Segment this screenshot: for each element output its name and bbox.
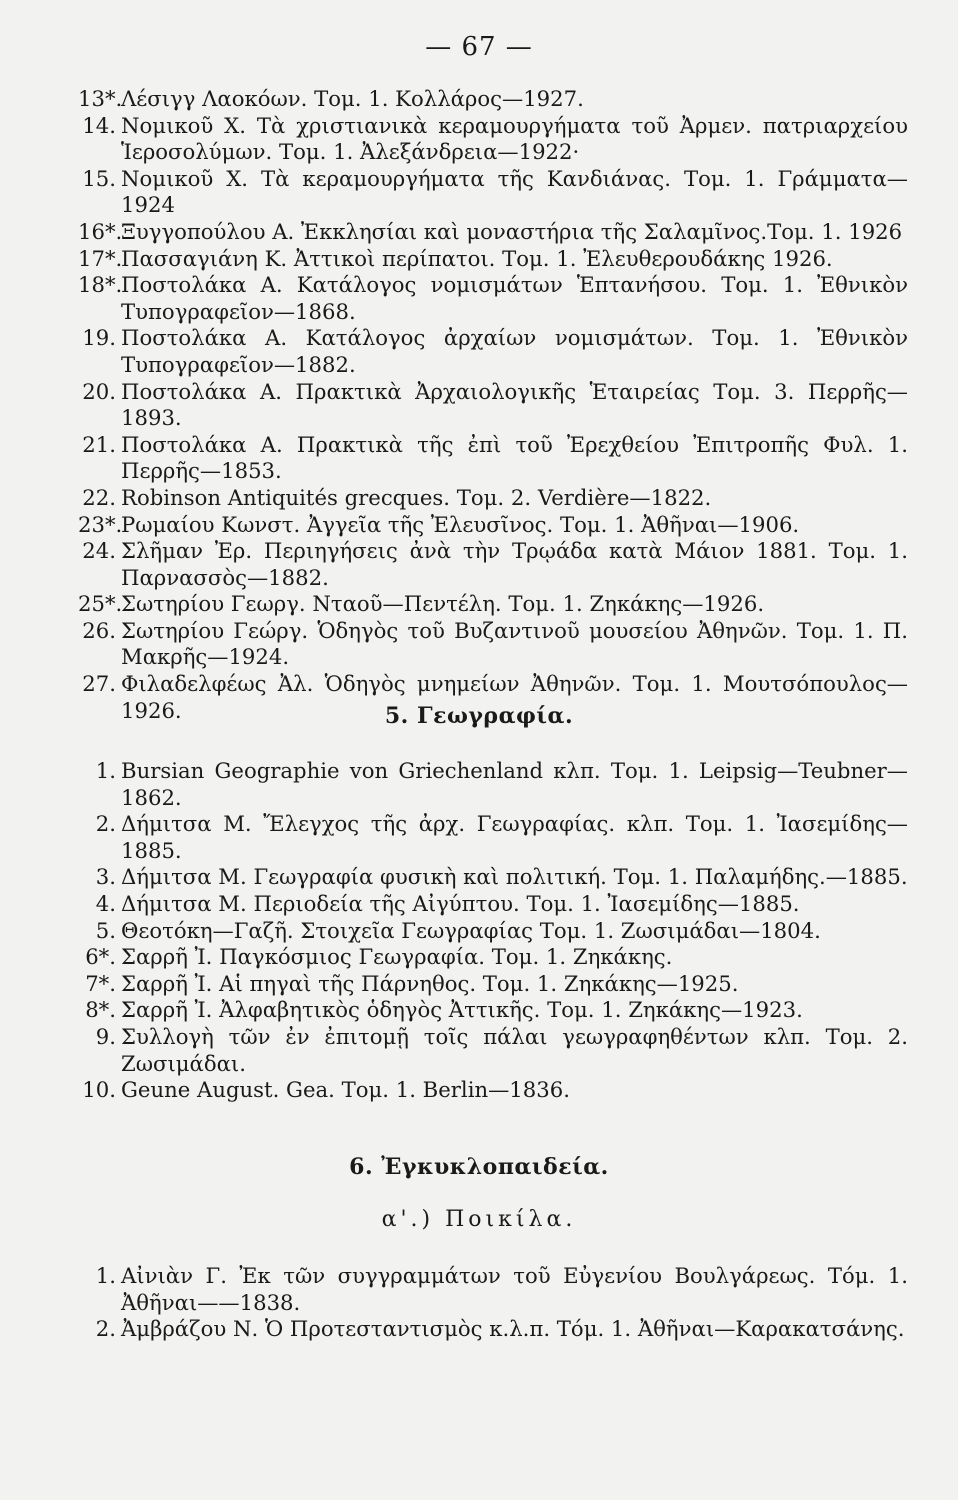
entry-number: 1.: [95, 1263, 116, 1288]
list-item: [78, 166, 908, 219]
entry-number: 17*.: [78, 245, 123, 271]
entry-number: 19.: [82, 325, 116, 351]
entry-number: 26.: [82, 617, 116, 643]
entry-number: 2.: [95, 1316, 116, 1342]
list-item: [78, 1316, 908, 1343]
list-item: [78, 246, 908, 273]
entry-text: Φιλαδελφέως Ἀλ. Ὁδηγὸς μνημείων Ἀθηνῶν. Τομ. 1. Μουτσόπουλος—1926.: [121, 671, 908, 723]
entry-number: 16*.: [78, 218, 123, 244]
list-item: [78, 512, 908, 539]
list-item: [78, 432, 908, 485]
entry-text: Δήμιτσα Μ. Ἔλεγχος τῆς ἀρχ. Γεωγραφίας. κλπ. Τομ. 1. Ἰασεμίδης—1885.: [121, 811, 908, 863]
entry-number: 22.: [82, 484, 116, 510]
list-item: [78, 944, 908, 971]
entry-number: 3.: [95, 864, 116, 890]
list-item: [78, 891, 908, 918]
entry-number: 7*.: [85, 970, 116, 996]
list-item: [78, 864, 908, 891]
entry-text: Νομικοῦ Χ. Τὰ χριστιανικὰ κεραμουργήματα τοῦ Ἀρμεν. πατριαρχείου Ἱεροσολύμων. Τομ. 1. Ἀλεξάνδρεια—1922·: [121, 112, 908, 165]
list-item: [78, 379, 908, 432]
entry-number: 27.: [82, 671, 116, 697]
entry-text: Ἀμβράζου Ν. Ὁ Προτεσταντισμὸς κ.λ.π. Τόμ. 1. Ἀθῆναι—Καρακατσάνης.: [121, 1316, 905, 1342]
entry-number: 25*.: [78, 591, 123, 617]
entry-number: 14.: [82, 112, 116, 138]
entry-text: Σαρρῆ Ἰ. Αἱ πηγαὶ τῆς Πάρνηθος. Τομ. 1. Ζηκάκης—1925.: [121, 970, 739, 996]
entry-number: 21.: [82, 431, 116, 457]
entry-number: 10.: [82, 1077, 116, 1103]
entry-text: Σαρρῆ Ἰ. Παγκόσμιος Γεωγραφία. Τομ. 1. Ζηκάκης.: [121, 944, 673, 970]
page-number: — 67 —: [425, 32, 533, 62]
entry-text: Bursian Geographie von Griechenland κλπ. Τομ. 1. Leipsig—Teubner—1862.: [121, 758, 908, 810]
list-item: [78, 1024, 908, 1077]
entry-number: 13*.: [78, 86, 123, 111]
entry-text: Δήμιτσα Μ. Γεωγραφία φυσικὴ καὶ πολιτική. Τομ. 1. Παλαμήδης.—1885.: [121, 864, 908, 890]
list-item: [78, 325, 908, 378]
entry-number: 9.: [95, 1023, 116, 1049]
entry-text: Πασσαγιάνη Κ. Ἀττικοὶ περίπατοι. Τομ. 1. Ἐλευθερουδάκης 1926.: [121, 245, 833, 271]
entry-number: 5.: [95, 917, 116, 943]
entry-text: Ποστολάκα Α. Κατάλογος ἀρχαίων νομισμάτων. Τομ. 1. Ἐθνικὸν Τυπογραφεῖον—1882.: [121, 325, 908, 377]
entry-text: Λέσιγγ Λαοκόων. Τομ. 1. Κολλάρος—1927.: [121, 86, 584, 111]
entry-list-continued: [78, 86, 908, 724]
entry-text: Ρωμαίου Κωνστ. Ἀγγεῖα τῆς Ἐλευσῖνος. Τομ. 1. Ἀθῆναι—1906.: [121, 511, 800, 537]
list-item: [78, 811, 908, 864]
entry-number: 2.: [95, 811, 116, 837]
entry-number: 6*.: [85, 944, 116, 970]
entry-text: Δήμιτσα Μ. Περιοδεία τῆς Αἰγύπτου. Τομ. 1. Ἰασεμίδης—1885.: [121, 890, 800, 916]
list-item: [78, 219, 908, 246]
entry-number: 23*.: [78, 511, 123, 537]
list-item: [78, 591, 908, 618]
entry-text: Νομικοῦ Χ. Τὰ κεραμουργήματα τῆς Κανδιάνας. Τομ. 1. Γράμματα—1924: [121, 165, 908, 218]
entry-list-geography: [78, 758, 908, 1104]
list-item: [78, 538, 908, 591]
entry-text: Σωτηρίου Γεώργ. Ὁδηγὸς τοῦ Βυζαντινοῦ μουσείου Ἀθηνῶν. Τομ. 1. Π. Μακρῆς—1924.: [121, 617, 908, 670]
list-item: [78, 971, 908, 998]
list-item: [78, 758, 908, 811]
entry-text: Σωτηρίου Γεωργ. Νταοῦ—Πεντέλη. Τομ. 1. Ζηκάκης—1926.: [121, 591, 765, 617]
entry-text: Geune August. Gea. Τομ. 1. Berlin—1836.: [121, 1077, 570, 1103]
entry-text: Ποστολάκα Α. Πρακτικὰ τῆς ἐπὶ τοῦ Ἐρεχθείου Ἐπιτροπῆς Φυλ. 1. Περρῆς—1853.: [121, 431, 908, 484]
list-item: [78, 113, 908, 166]
entry-text: Σλῆμαν Ἐρ. Περιηγήσεις ἀνὰ τὴν Τρῳάδα κατὰ Μάιον 1881. Τομ. 1. Παρνασσὸς—1882.: [121, 538, 908, 590]
list-item: [78, 272, 908, 325]
list-item: [78, 918, 908, 945]
entry-text: Αἰνιὰν Γ. Ἐκ τῶν συγγραμμάτων τοῦ Εὐγενίου Βουλγάρεως. Τόμ. 1. Ἀθῆναι——1838.: [121, 1263, 908, 1315]
entry-text: Συλλογὴ τῶν ἐν ἐπιτομῇ τοῖς πάλαι γεωγραφηθέντων κλπ. Τομ. 2. Ζωσιμάδαι.: [121, 1023, 908, 1076]
section-heading-encyclopedia: 6. Ἐγκυκλοπαιδεία.: [349, 1154, 609, 1180]
section-heading-geography: 5. Γεωγραφία.: [384, 703, 574, 729]
entry-text: Σαρρῆ Ἰ. Ἀλφαβητικὸς ὁδηγὸς Ἀττικῆς. Τομ. 1. Ζηκάκης—1923.: [121, 997, 803, 1023]
entry-text: Ποστολάκα Α. Πρακτικὰ Ἀρχαιολογικῆς Ἑταιρείας Τομ. 3. Περρῆς—1893.: [121, 378, 908, 431]
list-item: [78, 86, 908, 113]
entry-number: 4.: [95, 890, 116, 916]
entry-number: 1.: [95, 758, 116, 783]
entry-text: Ποστολάκα Α. Κατάλογος νομισμάτων Ἑπτανήσου. Τομ. 1. Ἐθνικὸν Τυπογραφεῖον—1868.: [121, 272, 908, 324]
entry-text: Ξυγγοπούλου Α. Ἐκκλησίαι καὶ μοναστήρια τῆς Σαλαμῖνος.Τομ. 1. 1926: [121, 218, 903, 244]
list-item: [78, 997, 908, 1024]
entry-number: 8*.: [85, 997, 116, 1023]
entry-text: Θεοτόκη—Γαζῆ. Στοιχεῖα Γεωγραφίας Τομ. 1. Ζωσιμάδαι—1804.: [121, 917, 821, 943]
list-item: [78, 1077, 908, 1104]
entry-list-encyclopedia: [78, 1263, 908, 1343]
entry-number: 18*.: [78, 272, 123, 298]
entry-number: 15.: [82, 165, 116, 191]
entry-number: 24.: [82, 538, 116, 564]
list-item: [78, 618, 908, 671]
list-item: [78, 1263, 908, 1316]
list-item: [78, 485, 908, 512]
entry-text: Robinson Antiquités grecques. Τομ. 2. Verdière—1822.: [121, 484, 712, 510]
subsection-heading-miscellaneous: α'.) Ποικίλα.: [381, 1207, 577, 1232]
entry-number: 20.: [82, 378, 116, 404]
